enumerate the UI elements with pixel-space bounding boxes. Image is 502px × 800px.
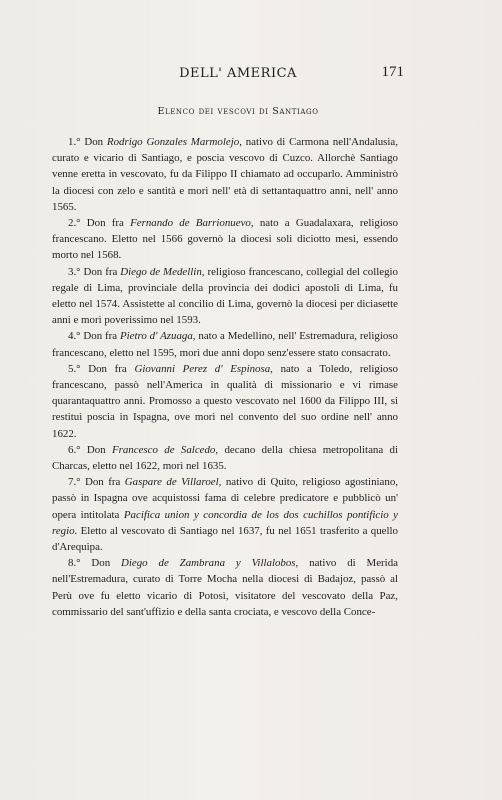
entry-text: Eletto al vescovato di Santiago nel 1637, fu nel 1651 trasferito a quello d'Arequipa. xyxy=(52,524,398,554)
bishop-name: Diego de Medellin, xyxy=(120,265,205,278)
entry-number: 4.° Don fra xyxy=(68,330,120,343)
bishop-entry-1 xyxy=(52,134,398,215)
bishop-name: Gaspare de Villaroel, xyxy=(124,476,222,489)
bishop-entry-5 xyxy=(52,361,398,442)
bishop-name: Diego de Zambrana y Villalobos, xyxy=(121,557,299,570)
entry-text: nativo di Carmona nell'Andalusia, curato e vicario di Santiago, e poscia vescovo di Cuzco. Allorchè Santiago venne eretta in vescovato, fu da Filippo II chiamato ad occuparlo. Amministrò la diocesi con zelo e santità e morì nell' età di settantaquattro anni, nell' anno 1565. xyxy=(52,136,398,213)
entry-text: nato a Guadalaxara, religioso francescano. Eletto nel 1566 governò la diocesi soli diciotto mesi, essendo morto nel 1568. xyxy=(52,217,398,262)
entry-text: nato a Medellino, nell' Estremadura, religioso francescano, eletto nel 1595, morì due anni dopo senz'essere stato consacrato. xyxy=(52,330,398,359)
entry-number: 1.° Don xyxy=(68,136,107,148)
entry-text: decano della chiesa metropolitana di Charcas, eletto nel 1622, morì nel 1635. xyxy=(52,443,398,473)
bishop-entry-6 xyxy=(52,442,398,474)
entry-text: nato a Toledo, religioso francescano, passò nell'America in qualità di missionario e vi rimase quarantaquattro anni. Promosso a questo vescovato nel 1600 da Filippo III, si restituì poscia in Ispagna, ove morì nel convento del suo ordine nell' anno 1622. xyxy=(52,362,398,440)
entry-number: 7.° Don fra xyxy=(68,476,125,489)
entry-text: religioso francescano, collegial del collegio regale di Lima, provinciale della provincia dei dodici apostoli di Lima, fu eletto nel 1574. Assistette al concilio di Lima, governò la diocesi per diciasette anni e morì poverissimo nel 1593. xyxy=(52,265,398,327)
entry-text: nativo di Merida nell'Estremadura, curato di Torre Mocha nella diocesi di Badajoz, passò al Perù ove fu eletto vicario di Potosì, visitatore del vescovato della Paz, commissario del sant'uffizio e della santa crociata, e vescovo della Conce- xyxy=(52,557,398,618)
entry-number: 5.° Don fra xyxy=(68,362,135,375)
bishop-entry-2 xyxy=(52,215,398,264)
bishop-entry-3 xyxy=(52,264,398,329)
bishop-entry-7 xyxy=(52,474,398,555)
bishop-name: Francesco de Salcedo, xyxy=(111,443,219,456)
entry-text: nativo di Quito, religioso agostiniano, passò in Ispagna ove acquistossi fama di celebre predicatore e pubblicò un' opera intitolata xyxy=(52,476,398,521)
bishop-entry-8 xyxy=(52,555,398,620)
bishop-name: Pietro d' Azuaga, xyxy=(119,330,196,343)
body-text xyxy=(52,134,398,620)
bishop-entry-4 xyxy=(52,328,398,360)
entry-number: 8.° Don xyxy=(68,557,122,570)
page-number: 171 xyxy=(381,64,404,80)
entry-number: 3.° Don fra xyxy=(68,265,121,278)
bishop-name: Fernando de Barrionuevo, xyxy=(130,217,254,230)
page-header xyxy=(72,62,404,86)
running-head: DELL' AMERICA xyxy=(179,66,297,81)
bishop-name: Giovanni Perez d' Espinosa, xyxy=(134,362,273,375)
entry-number: 6.° Don xyxy=(68,443,112,456)
section-title: Elenco dei vescovi di Santiago xyxy=(157,106,319,117)
entry-number: 2.° Don fra xyxy=(68,217,131,230)
bishop-name: Rodrigo Gonzales Marmolejo, xyxy=(106,136,242,148)
work-title: Pacifica union y concordia de los dos cuchillos pontificio y regio. xyxy=(52,508,399,537)
